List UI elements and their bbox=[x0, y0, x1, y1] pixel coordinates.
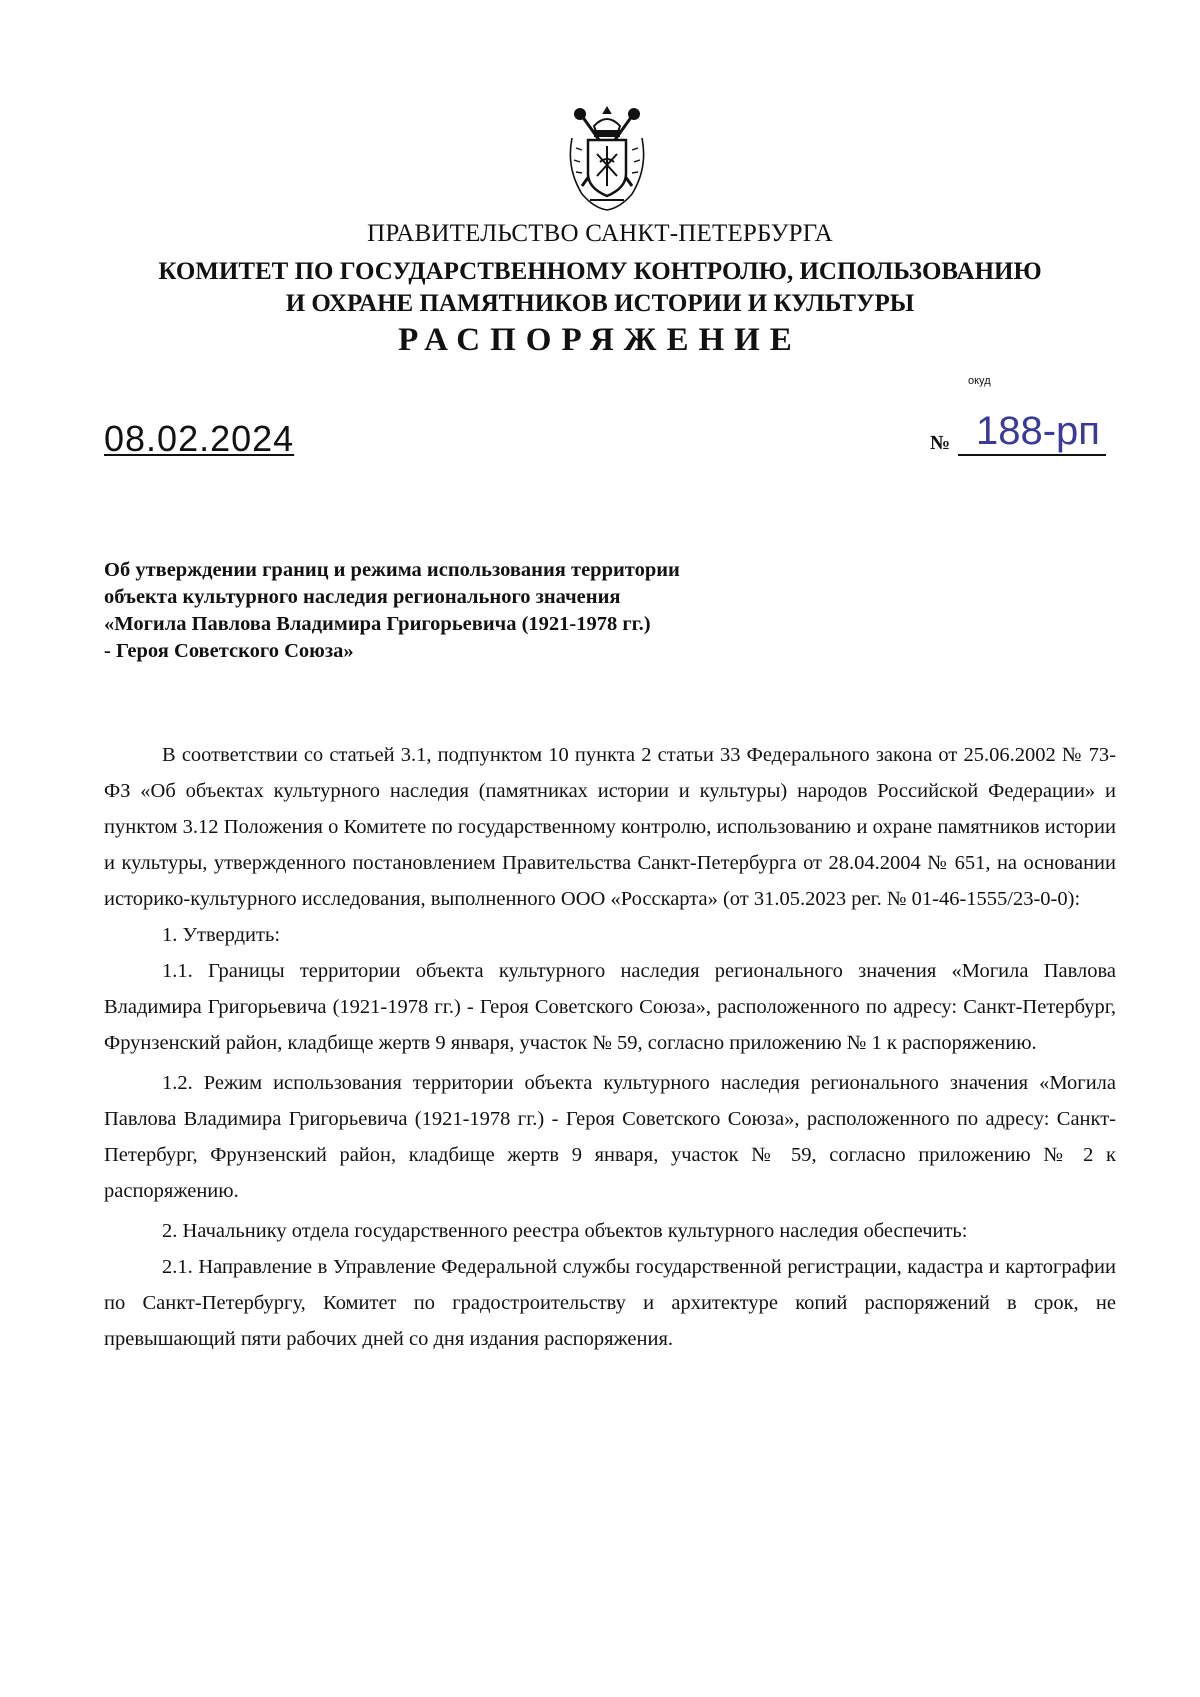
clause-2-1: 2.1. Направление в Управление Федеральной службы государственной регистрации, кадастра и картографии по Санкт-Петербургу, Комитет по градостроительству и архитектуре копий распоряжений в срок, не превышающий пяти рабочих дней со дня издания распоряжения. bbox=[104, 1256, 1116, 1350]
clause-1: 1. Утвердить: bbox=[162, 924, 281, 946]
document-number: 188-рп bbox=[958, 408, 1106, 456]
government-name: ПРАВИТЕЛЬСТВО САНКТ-ПЕТЕРБУРГА bbox=[367, 220, 833, 247]
document-body bbox=[104, 737, 1116, 1357]
committee-name-line1: КОМИТЕТ ПО ГОСУДАРСТВЕННОМУ КОНТРОЛЮ, ИСПОЛЬЗОВАНИЮ bbox=[158, 258, 1042, 285]
preamble-paragraph: В соответствии со статьей 3.1, подпунктом 10 пункта 2 статьи 33 Федерального закона от 25.06.2002 № 73-ФЗ «Об объектах культурного наследия (памятниках истории и культуры) народов Российской Федерации» и пунктом 3.12 Положения о Комитете по государственному контролю, использованию и охране памятников истории и культуры, утвержденного постановлением Правительства Санкт-Петербурга от 28.04.2004 № 651, на основании историко-культурного исследования, выполненного ООО «Росскарта» (от 31.05.2023 рег. № 01-46-1555/23-0-0): bbox=[104, 744, 1116, 910]
document-type-title: РАСПОРЯЖЕНИЕ bbox=[398, 322, 802, 358]
okud-label: окуд bbox=[968, 375, 991, 387]
clause-1-2: 1.2. Режим использования территории объекта культурного наследия регионального значения «Могила Павлова Владимира Григорьевича (1921-1978 гг.) - Героя Советского Союза», расположенного по адресу: Санкт-Петербург, Фрунзенский район, кладбище жертв 9 января, участок № 59, согласно приложению № 2 к распоряжению. bbox=[104, 1072, 1116, 1202]
coat-of-arms-icon bbox=[564, 104, 650, 214]
subject-line: Об утверждении границ и режима использования территории bbox=[104, 559, 680, 581]
subject-line: «Могила Павлова Владимира Григорьевича (1921-1978 гг.) bbox=[104, 613, 651, 635]
committee-name-line2: И ОХРАНЕ ПАМЯТНИКОВ ИСТОРИИ И КУЛЬТУРЫ bbox=[285, 290, 915, 317]
clause-2: 2. Начальнику отдела государственного реестра объектов культурного наследия обеспечить: bbox=[162, 1220, 968, 1242]
subject-line: - Героя Советского Союза» bbox=[104, 640, 354, 662]
document-date: 08.02.2024 bbox=[104, 418, 295, 459]
clause-1-1: 1.1. Границы территории объекта культурного наследия регионального значения «Могила Павлова Владимира Григорьевича (1921-1978 гг.) - Героя Советского Союза», расположенного по адресу: Санкт-Петербург, Фрунзенский район, кладбище жертв 9 января, участок № 59, согласно приложению № 1 к распоряжению. bbox=[104, 960, 1116, 1054]
number-sign: № bbox=[930, 432, 951, 454]
subject-line: объекта культурного наследия регионального значения bbox=[104, 586, 621, 608]
document-subject bbox=[104, 557, 824, 665]
